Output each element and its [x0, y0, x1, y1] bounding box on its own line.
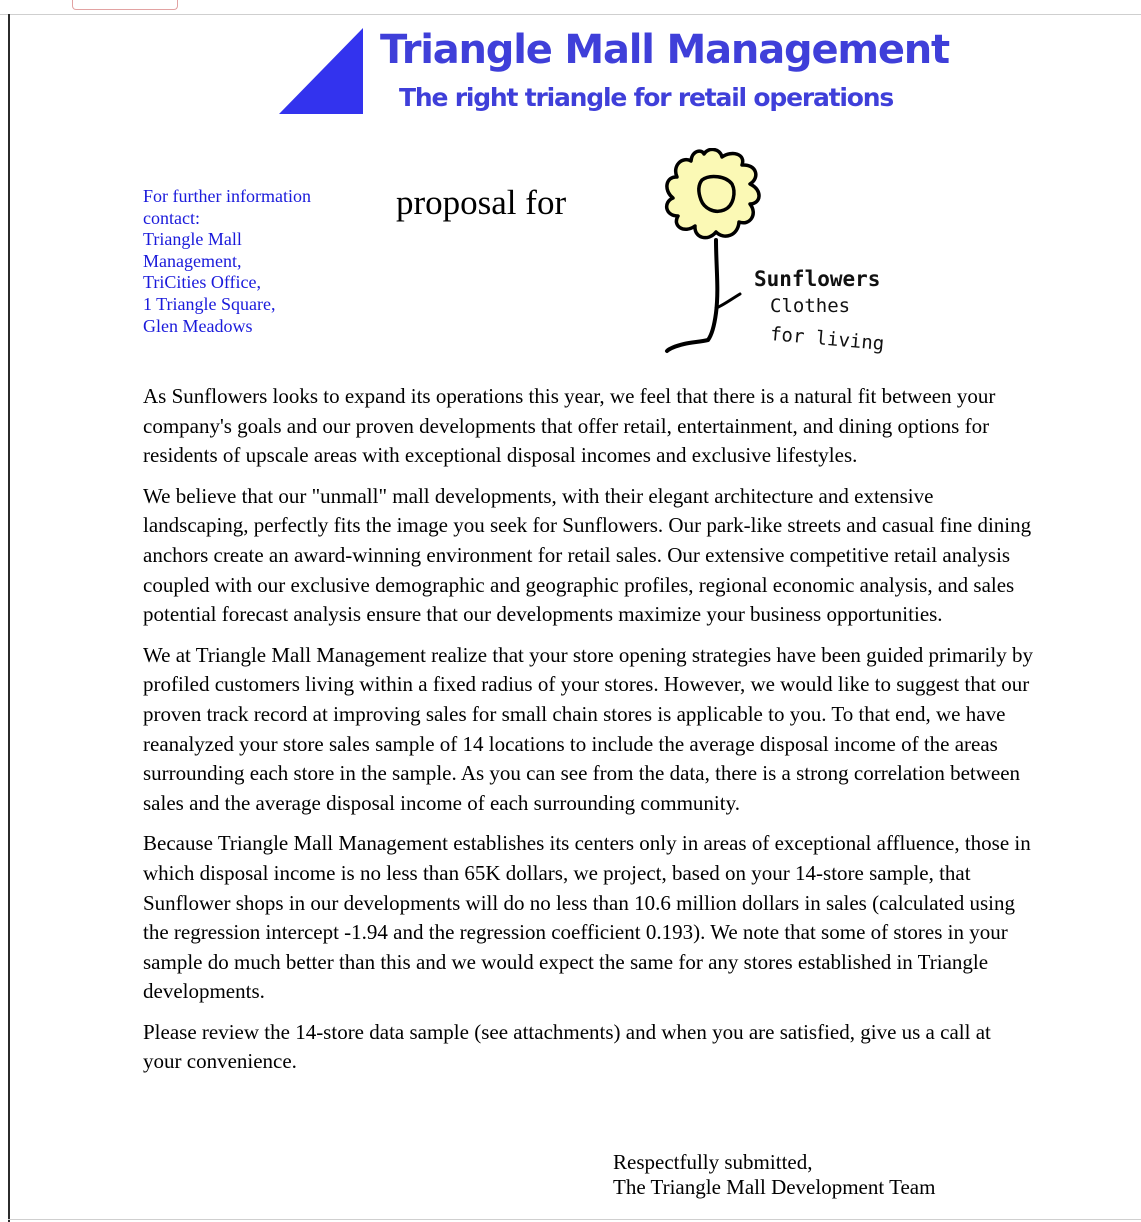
- sunflowers-logo-line2: Clothes: [770, 295, 851, 317]
- company-title: Triangle Mall Management: [380, 27, 949, 73]
- paragraph: Please review the 14-store data sample (see attachments) and when you are satisfied, give us a call at your convenience.: [143, 1019, 991, 1074]
- contact-line: Glen Meadows: [143, 315, 253, 336]
- contact-block: [143, 186, 343, 337]
- sunflowers-logo-name: Sunflowers: [754, 267, 881, 291]
- paragraph: Because Triangle Mall Management establishes its centers only in areas of exceptional affluence, those in which disposal income is no less than 65K dollars, we project, based on your 14-store sample, that Sunflower shops in our developments will do no less than 10.6 million dollars in sales (calculated using the regression intercept -1.94 and the regression coefficient 0.193). We note that some of stores in your sample do much better than this and we would expect the same for any stores established in Triangle developments.: [143, 831, 1031, 1004]
- paragraph: As Sunflowers looks to expand its operations this year, we feel that there is a natural fit between your company's goals and our proven developments that offer retail, entertainment, and dining options for residents of upscale areas with exceptional disposal incomes and exclusive lifestyles.: [143, 384, 996, 468]
- company-tagline: The right triangle for retail operations: [399, 83, 894, 112]
- contact-line: Triangle Mall: [143, 229, 242, 250]
- signature-block: [613, 1150, 935, 1200]
- contact-line: For further information: [143, 186, 311, 206]
- closing-signature: The Triangle Mall Development Team: [613, 1175, 936, 1199]
- letter-body: [143, 382, 1033, 1088]
- closing-line: Respectfully submitted,: [613, 1150, 813, 1174]
- contact-line: contact:: [143, 207, 200, 228]
- contact-line: TriCities Office,: [143, 272, 262, 293]
- sunflowers-logo-line3: for living: [769, 323, 886, 355]
- paragraph: We at Triangle Mall Management realize that your store opening strategies have been guided primarily by profiled customers living within a fixed radius of your stores. However, we would like to suggest that our proven track record at improving sales for small chain stores is applicable to you. To that end, we have reanalyzed your store sales sample of 14 locations to include the average disposal income of the areas surrounding each store in the sample. As you can see from the data, there is a strong correlation between sales and the average disposal income of each surrounding community.: [143, 642, 1033, 815]
- page-left-border: [8, 14, 10, 1222]
- sunflower-logo-icon: [664, 148, 914, 358]
- paragraph: We believe that our "unmall" mall developments, with their elegant architecture and extensive landscaping, perfectly fits the image you seek for Sunflowers. Our park-like streets and casual fine dining anchors create an award-winning environment for retail sales. Our extensive competitive retail analysis coupled with our exclusive demographic and geographic profiles, regional economic analysis, and sales potential forecast analysis ensure that our developments maximize your business opportunities.: [143, 483, 1032, 627]
- page-top-border: [0, 14, 1141, 15]
- contact-line: 1 Triangle Square,: [143, 293, 276, 314]
- contact-line: Management,: [143, 250, 242, 271]
- triangle-logo-icon: [278, 27, 364, 115]
- page-bottom-border: [8, 1219, 1141, 1220]
- toolbar-tab-stub[interactable]: [72, 0, 178, 10]
- proposal-label: proposal for: [396, 183, 567, 222]
